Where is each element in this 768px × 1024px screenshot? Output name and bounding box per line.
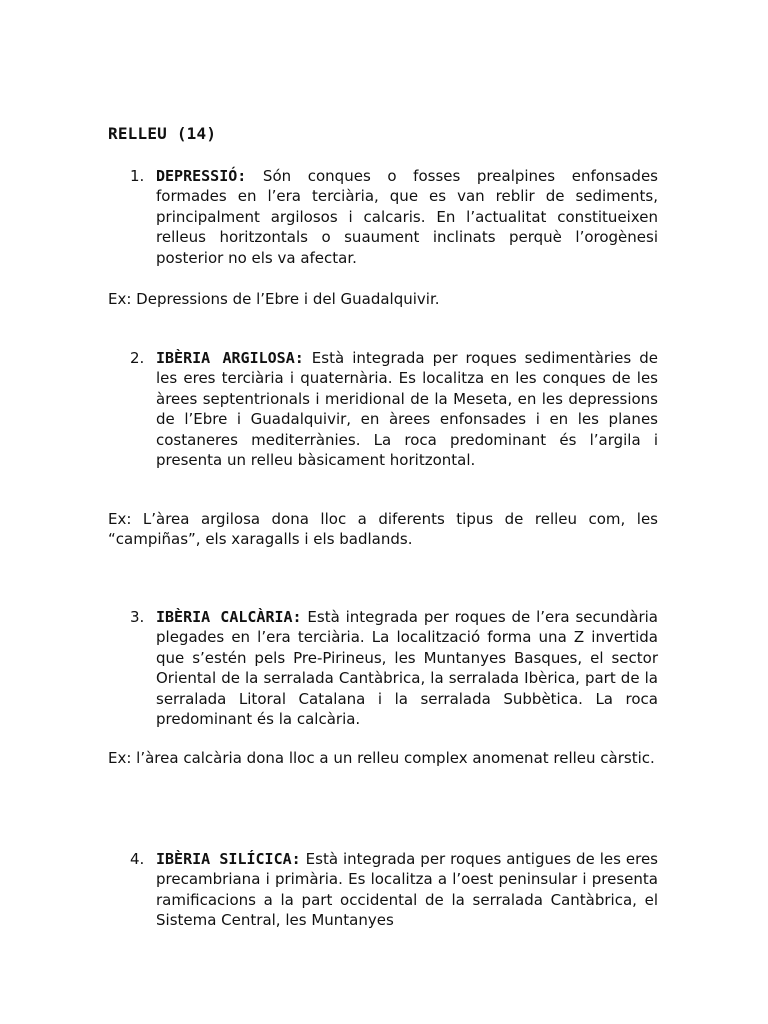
list-item-body <box>156 849 658 931</box>
list-item-number: 4. <box>130 850 145 868</box>
example-iberia-argilosa: Ex: L’àrea argilosa dona lloc a diferents tipus de relleu com, les “campiñas”, els xaragalls i els badlands. <box>108 510 658 549</box>
list-item-term: IBÈRIA SILÍCICA: <box>156 850 301 868</box>
list-item-term: IBÈRIA ARGILOSA: <box>156 349 304 367</box>
list-item-iberia-silicica <box>130 849 658 931</box>
list-item-text: Són conques o fosses prealpines enfonsades formades en l’era terciària, que es van reblir de sediments, principalment argilosos i calcaris. En l’actualitat constitueixen relleus horitzontals o suaument inclinats perquè l’orogènesi posterior no els va afectar. <box>156 167 658 267</box>
page-title: RELLEU (14) <box>108 124 217 143</box>
list-item-term: IBÈRIA CALCÀRIA: <box>156 608 302 626</box>
list-item-text: Està integrada per roques antigues de les eres precambriana i primària. Es localitza a l’oest peninsular i presenta ramificacions a la part occidental de la serralada Cantàbrica, el Sistema Central, les Muntanyes <box>156 850 658 930</box>
example-iberia-calcaria: Ex: l’àrea calcària dona lloc a un relleu complex anomenat relleu càrstic. <box>108 749 655 767</box>
list-item-body <box>156 348 658 470</box>
list-item-term: DEPRESSIÓ: <box>156 167 247 185</box>
list-item-body <box>156 607 658 729</box>
list-item-number: 3. <box>130 608 145 626</box>
list-item-body <box>156 166 658 268</box>
list-item-number: 2. <box>130 349 145 367</box>
list-item-text: Està integrada per roques sedimentàries de les eres terciària i quaternària. Es localitza en les conques de les àrees septentrionals i meridional de la Meseta, en les depressions de l’Ebre i Guadalquivir, en àrees enfonsades i en les planes costaneres mediterrànies. La roca predominant és l’argila i presenta un relleu bàsicament horitzontal. <box>156 349 658 470</box>
list-item-iberia-calcaria <box>130 607 658 729</box>
example-depressio: Ex: Depressions de l’Ebre i del Guadalquivir. <box>108 290 440 308</box>
list-item-iberia-argilosa <box>130 348 658 470</box>
list-item-number: 1. <box>130 167 145 185</box>
list-item-text: Està integrada per roques de l’era secundària plegades en l’era terciària. La localització forma una Z invertida que s’estén pels Pre-Pirineus, les Muntanyes Basques, el sector Oriental de la serralada Cantàbrica, la serralada Ibèrica, part de la serralada Litoral Catalana i la serralada Subbètica. La roca predominant és la calcària. <box>156 608 658 729</box>
list-item-depressio <box>130 166 658 268</box>
